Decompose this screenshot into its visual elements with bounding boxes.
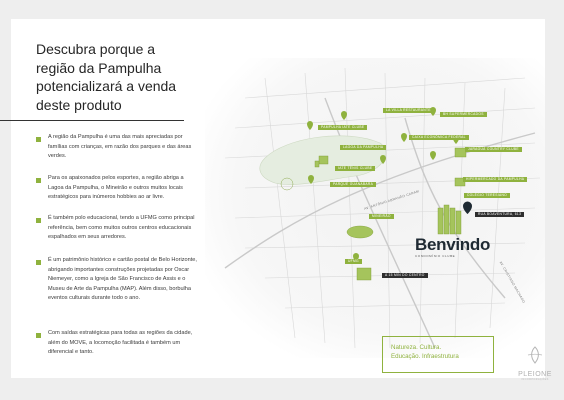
- map-label-centro: A 15 MIN DO CENTRO: [382, 273, 428, 278]
- headline-line: região da Pampulha: [36, 59, 162, 76]
- building-icon: [438, 208, 443, 234]
- bullet-text: A região da Pampulha é uma das mais apreciadas por famílias com crianças, em razão dos parques e das áreas verdes.: [48, 134, 192, 159]
- bullet-square-icon: [36, 137, 41, 142]
- tagline-line: Educação. Infraestrutura: [391, 353, 459, 360]
- bullet-text: Para os apaixonados pelos esportes, a região abriga a Lagoa da Pampulha, o Mineirão e outros muitos locais estratégicos para inúmeros hobbies ao ar livre.: [48, 175, 184, 200]
- building-icon: [450, 208, 455, 234]
- company-logo: [514, 345, 556, 397]
- brand-name: Benvindo: [415, 235, 491, 254]
- project-brand: [415, 235, 490, 258]
- map-label-restaurante: LA VILLA RESTAURANTE: [383, 108, 434, 113]
- map-label-supermercado: BH SUPERMERCADOS: [440, 112, 487, 117]
- map-label-parque: PARQUE GUANABARA: [330, 182, 376, 187]
- map-label-avenida: AV. ANTÔNIO ABRAHÃO CARAM: [363, 189, 420, 211]
- bullet-square-icon: [36, 178, 41, 183]
- headline-line: potencializará a venda: [36, 78, 177, 94]
- divider-line: [0, 120, 184, 121]
- tagline-line: Natureza. Cultura.: [391, 344, 442, 351]
- bullet-text: Com saídas estratégicas para todas as regiões da cidade, além do MOVE, a locomoção facilitada é também um diferencial e tanto.: [48, 330, 193, 355]
- map-label-jaragua: JARAGUÁ COUNTRY CLUBE: [465, 147, 522, 152]
- logo-mark-icon: [525, 345, 545, 365]
- map-label-mineirao: MINEIRÃO: [369, 214, 394, 219]
- headline-line: deste produto: [36, 96, 122, 113]
- building-icon: [456, 211, 461, 234]
- church-icon: [319, 156, 328, 164]
- tagline-box: [382, 336, 494, 373]
- map-label-colegio: COLÉGIO TERESIANO: [464, 193, 510, 198]
- bullet-square-icon: [36, 260, 41, 265]
- bullet-text: É um patrimônio histórico e cartão postal de Belo Horizonte, abrigando importantes construções projetadas por Oscar Niemeyer, como a Igreja de São Francisco de Assis e o Museu de Arte da Pampulha (MAP). Além disso, borbulha eventos culturais durante todo o ano.: [48, 257, 197, 301]
- map-label-hipermercado: HIPERMERCADO DA PAMPULHA: [463, 177, 527, 182]
- map-label-iate-tenis: IATE TÊNIS CLUBE: [335, 166, 375, 171]
- map-label-ufmg: UFMG: [345, 259, 362, 264]
- bullet-square-icon: [36, 333, 41, 338]
- logo-wordmark: PLEIONE: [518, 371, 552, 378]
- map-label-lagoa: LAGOA DA PAMPULHA: [340, 145, 386, 150]
- headline-line: Descubra porque a: [36, 41, 156, 57]
- stadium-icon: [347, 226, 373, 238]
- map-label-caixa: CAIXA ECONÔMICA FEDERAL: [409, 135, 469, 140]
- building-icon: [444, 205, 449, 234]
- tree-icon: [315, 161, 319, 167]
- logo-subtitle: INCORPORAÇÕES: [521, 378, 549, 381]
- brand-subtitle: CONDOMÍNIO CLUBE: [415, 254, 456, 258]
- map-label-endereco: RUA BOAVENTURA, 613: [475, 212, 524, 217]
- map-label-pampulha-iate: PAMPULHA IATE CLUBE: [318, 125, 367, 130]
- bullet-square-icon: [36, 218, 41, 223]
- page-headline: [36, 40, 206, 114]
- ufmg-building-icon: [357, 268, 371, 280]
- bullet-text: É também polo educacional, tendo a UFMG como principal referência, bem como muitos outros centros educacionais espalhados em seus arredores.: [48, 215, 195, 240]
- map-label-avenida2: AV. CRISTIANO MACHADO: [498, 260, 526, 304]
